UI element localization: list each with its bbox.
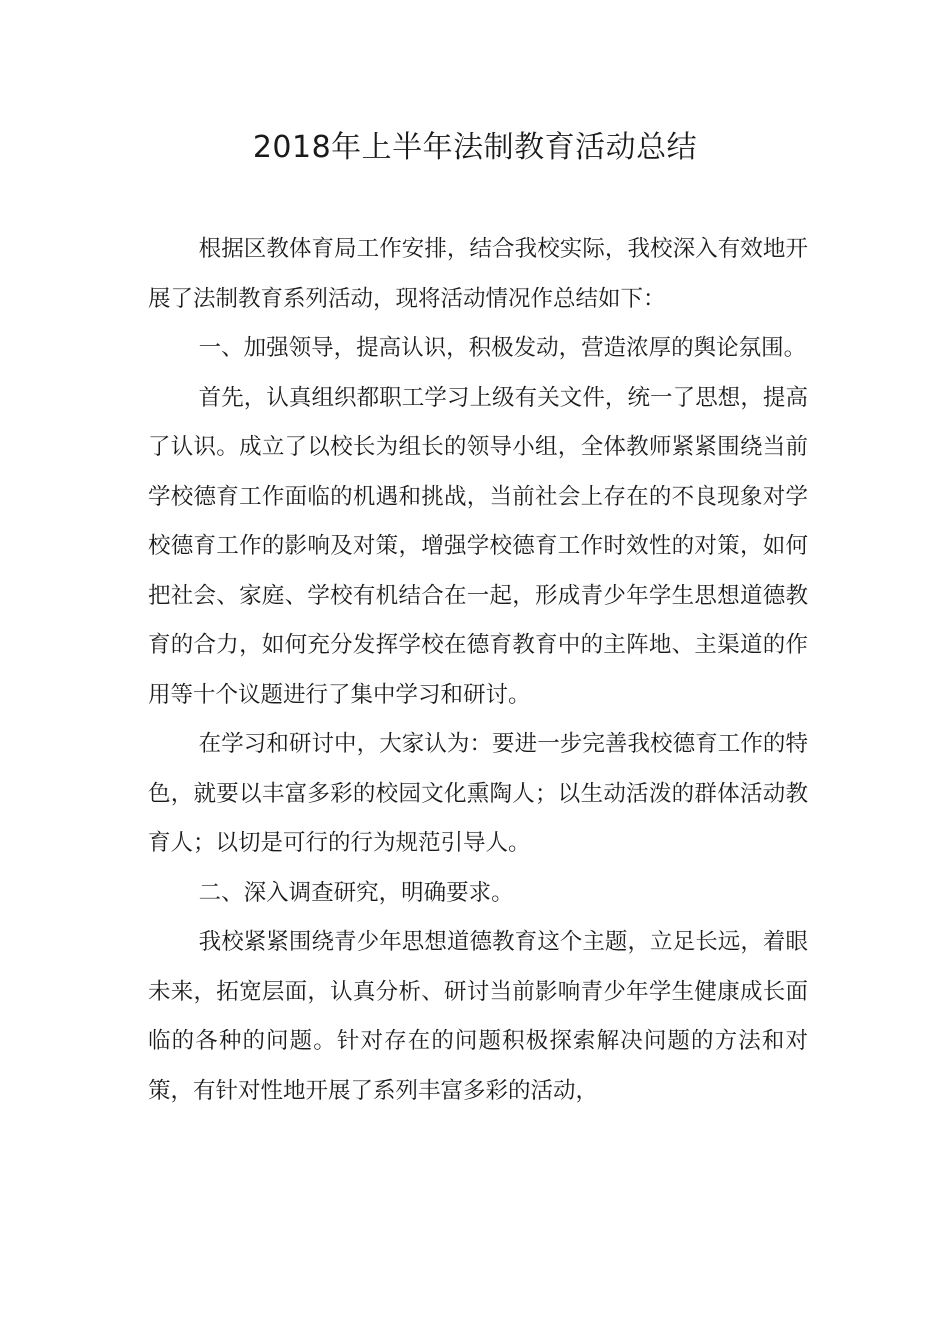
section-heading-1: 一、加强领导，提高认识，积极发动，营造浓厚的舆论氛围。	[198, 335, 807, 361]
paragraph-theme: 我校紧紧围绕青少年思想道德教育这个主题，立足长远，着眼未来，拓宽层面，认真分析、研讨当前影响青少年学生健康成长面临的各种的问题。针对存在的问题积极探索解决问题的方法和对策，有针对性地开展了系列丰富多彩的活动，	[148, 929, 808, 1104]
paragraph-discussion: 在学习和研讨中，大家认为：要进一步完善我校德育工作的特色，就要以丰富多彩的校园文化熏陶人；以生动活泼的群体活动教育人；以切是可行的行为规范引导人。	[148, 731, 808, 856]
paragraph-first: 首先，认真组织都职工学习上级有关文件，统一了思想，提高了认识。成立了以校长为组长的领导小组，全体教师紧紧围绕当前学校德育工作面临的机遇和挑战，当前社会上存在的不良现象对学校德育工作的影响及对策，增强学校德育工作时效性的对策，如何把社会、家庭、学校有机结合在一起，形成青少年学生思想道德教育的合力，如何充分发挥学校在德育教育中的主阵地、主渠道的作用等十个议题进行了集中学习和研讨。	[148, 384, 808, 708]
document-title: 2018年上半年法制教育活动总结	[252, 130, 698, 165]
section-heading-2: 二、深入调查研究，明确要求。	[198, 879, 514, 906]
paragraph-intro: 根据区教体育局工作安排，结合我校实际，我校深入有效地开展了法制教育系列活动，现将活动情况作总结如下：	[148, 236, 808, 312]
document-body	[148, 225, 808, 1116]
